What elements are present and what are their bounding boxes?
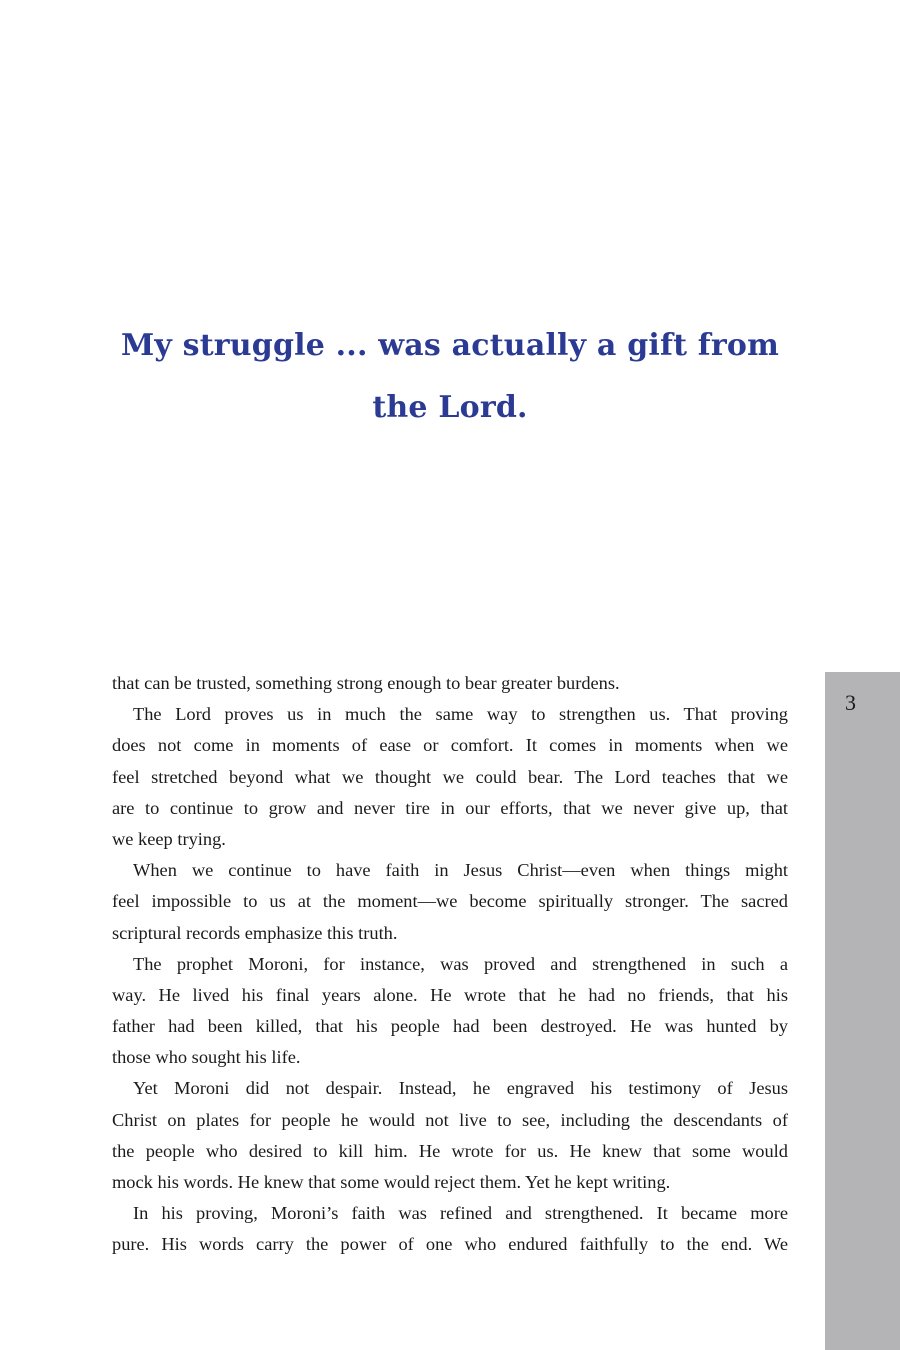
text-line: The Lord proves us in much the same way to strengthen us. That proving (133, 704, 788, 725)
text-line: the people who desired to kill him. He wrote for us. He knew that some would (112, 1140, 788, 1161)
text-line: feel impossible to us at the moment—we become spiritually stronger. The sacred (112, 891, 788, 912)
text-line: When we continue to have faith in Jesus Christ—even when things might (133, 860, 788, 881)
text-line: way. He lived his final years alone. He wrote that he had no friends, that his (112, 984, 788, 1005)
heading-line-2: the Lord. (372, 390, 528, 425)
chapter-heading (0, 315, 900, 439)
text-line: father had been killed, that his people had been destroyed. He was hunted by (112, 1016, 788, 1037)
text-line: are to continue to grow and never tire in our efforts, that we never give up, that (112, 797, 788, 818)
text-line: feel stretched beyond what we thought we could bear. The Lord teaches that we (112, 766, 788, 787)
text-line: In his proving, Moroni’s faith was refined and strengthened. It became more (133, 1203, 788, 1224)
text-line: Christ on plates for people he would not live to see, including the descendants of (112, 1109, 788, 1130)
page-number: 3 (845, 690, 856, 715)
paragraph (112, 855, 788, 949)
heading-line-1: My struggle ... was actually a gift from (120, 328, 780, 363)
text-line: that can be trusted, something strong enough to bear greater burdens. (112, 673, 620, 693)
text-line: scriptural records emphasize this truth. (112, 922, 398, 943)
body-text (112, 668, 788, 1261)
text-line: those who sought his life. (112, 1047, 301, 1068)
paragraph (112, 699, 788, 855)
text-line: Yet Moroni did not despair. Instead, he engraved his testimony of Jesus (133, 1078, 788, 1099)
page-number-tab (825, 672, 900, 1350)
paragraph (112, 949, 788, 1074)
text-line: pure. His words carry the power of one who endured faithfully to the end. We (112, 1234, 788, 1255)
text-line: we keep trying. (112, 828, 226, 849)
text-line: does not come in moments of ease or comfort. It comes in moments when we (112, 735, 788, 756)
paragraph (112, 1073, 788, 1198)
paragraph (112, 668, 788, 699)
text-line: The prophet Moroni, for instance, was proved and strengthened in such a (133, 953, 788, 974)
paragraph (112, 1198, 788, 1260)
text-line: mock his words. He knew that some would reject them. Yet he kept writing. (112, 1172, 671, 1192)
